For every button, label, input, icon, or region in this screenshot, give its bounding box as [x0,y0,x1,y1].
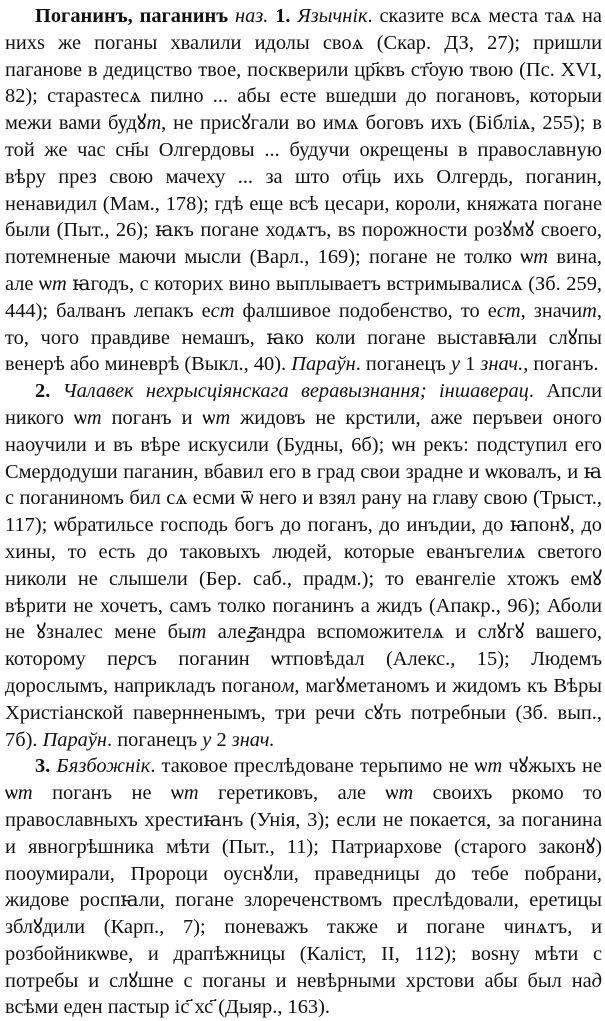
italic-run: т [86,406,102,429]
italic-run: м [281,674,295,697]
text-run: поганъ и ѡ [101,406,216,429]
text-run: , значи [520,299,583,322]
italic-run: знач. [480,353,524,376]
italic-run: Язычнік [297,5,368,27]
italic-run: т [487,755,503,778]
italic-run: р [127,648,138,671]
text-run: фалшивое подобенство, то е [234,299,497,322]
italic-run: т [51,272,67,295]
headword-run: 2. [35,380,51,403]
italic-run: т [191,621,207,644]
italic-run: наз. [234,5,269,27]
italic-run: ст [210,299,235,322]
text-run: . таковое преслѣдоване терьпимо не ѡ [150,755,488,778]
text-run: 2 [211,728,232,751]
headword-run: 1. [275,5,291,27]
headword-run: Поганинъ, паганинъ [35,5,229,27]
entry-paragraph-2 [5,378,602,753]
text-run: . сказите всѧ места таѧ на нихѕ же поганы хвалили идолы своѧ (Скар. ДЗ, 27); пришли паганове в дедицство твое, поскверили цр҃квъ ст҃оую твою (Пс. XVI, 82); стараѕтесѧ пилно ... абы есте вшедши до погановъ, которыи межи вами будꙋ [5,5,602,135]
italic-run: т [398,782,414,805]
entry-paragraph-3 [5,753,602,1021]
text-run: всѣми еден пастыр іс҃ хс҃ (Дыяр., 163). [5,996,330,1019]
text-run: . Апсли никого ѡ [5,380,602,429]
italic-run: д [591,969,602,992]
text-run: вина, але ѡ [5,246,602,295]
text-run: поганъ не ѡ [32,782,184,805]
text-run [228,5,235,27]
text-run: андра вспоможителѧ и слꙋгꙋ вашего, которому пе [5,621,602,671]
text-run: але [206,621,247,644]
entry-paragraph-1 [5,3,602,378]
text-run: , магꙋметаномъ и жидомъ къ Вѣры Христіанской павернненымъ, три речи сꙋть потребныи (Зб. вып., 7б). [5,674,602,751]
text-run: ꙗгодъ, с которих вино выплываетъ встримывалисѧ (Зб. 259, 444); балванъ лепакъ е [5,272,602,322]
italic-run: Параўн [42,728,108,751]
italic-run: ꙃ [246,621,256,644]
italic-run: знач. [231,728,275,751]
text-run: , то, чого правдиве немашъ, ꙗко коли погане выставꙗли слꙋпы венерѣ або миневрѣ (Выкл., 40). [5,299,602,376]
headword-run: 3. [35,755,51,778]
italic-run: ст [496,299,521,322]
italic-run: т [146,112,162,135]
text-run: геретиковъ, але ѡ [198,782,399,805]
italic-run: т [582,299,597,322]
text-run: жидовъ не крстили, аже перъвеи оного наоучили и въ вѣре искусили (Будны, 6б); ѡн рекъ: подступил его Смердодуши паганин, вбавил его в град свои зрадне и ѡковалъ, и ꙗ с поганиномъ бил сѧ есми ѿ него и взял рану на главу свою (Трыст., 117); ѡбратильсе господь богъ до поганъ, до инъдии, до ꙗпонꙋ, до хины, то есть до таковыхъ людей, которые еванъгелиѧ светого николи не слышели (Бер. саб., прадм.); то евангеліе хтожъ емꙋ вѣрити не хочетъ, самъ толко поганинъ а жидъ (Апакр., 96); Аболи не ꙋзналес мене бы [5,406,603,644]
italic-run: Бязбожнік [56,755,151,778]
italic-run: у [450,353,460,376]
text-run: 1 [460,353,481,376]
italic-run: т [533,246,549,269]
italic-run: Параўн [291,353,356,376]
italic-run: т [215,406,231,429]
text-run: , поганъ. [523,353,599,376]
italic-run: т [17,782,33,805]
text-run: своихъ ркомо то православныхъ хрестиꙗнъ (Унія, 3); если не покается, за поганина и явногрѣшника мѣти (Пыт., 11); Патриархове (старого законꙋ) пооумирали, Пророци оуснꙋли, праведницы до тебе побрани, жидове роспꙗли, погане злореченствомъ преслѣдовали, еретицы зблꙋдили (Карп., 7); поневажъ также и погане чинѧтъ, и розбойникѡве, и драпѣжницы (Каліст, II, 112); воѕну мѣти с потребы и слꙋшне с поганы и невѣрными хрстови абы был на [5,782,602,992]
text-run: , не присꙋгали во имѧ боговъ ихъ (Бібліѧ, 255); в той же час сн҃ы Олгердовы ... будучи окрещены в православную вѣру през свою мачеху ... за што от҃ць ихь Олгердь, поганин, ненавидил (Мам., 178); гдѣ еще всѣ цесари, короли, княжата погане были (Пыт., 26); ꙗкъ погане ходѧтъ, вѕ порожности розꙋмꙋ своего, потемненые маючи мысли (Варл., 169); погане не толко ѡ [5,112,602,269]
text-run: . поганецъ [107,728,203,751]
text-run [50,380,62,402]
italic-run: у [202,728,212,751]
text-run: чꙋжыхъ не ѡ [5,755,602,805]
text-run: . поганецъ [355,353,451,376]
italic-run: т [183,782,199,805]
italic-run: Чалавек нехрысціянскага веравызнання; іншаверац [62,380,529,403]
text-run: съ поганин ѡтповѣдал (Алекс., 15); Людемъ дорослымъ, наприкладъ погано [5,648,602,697]
